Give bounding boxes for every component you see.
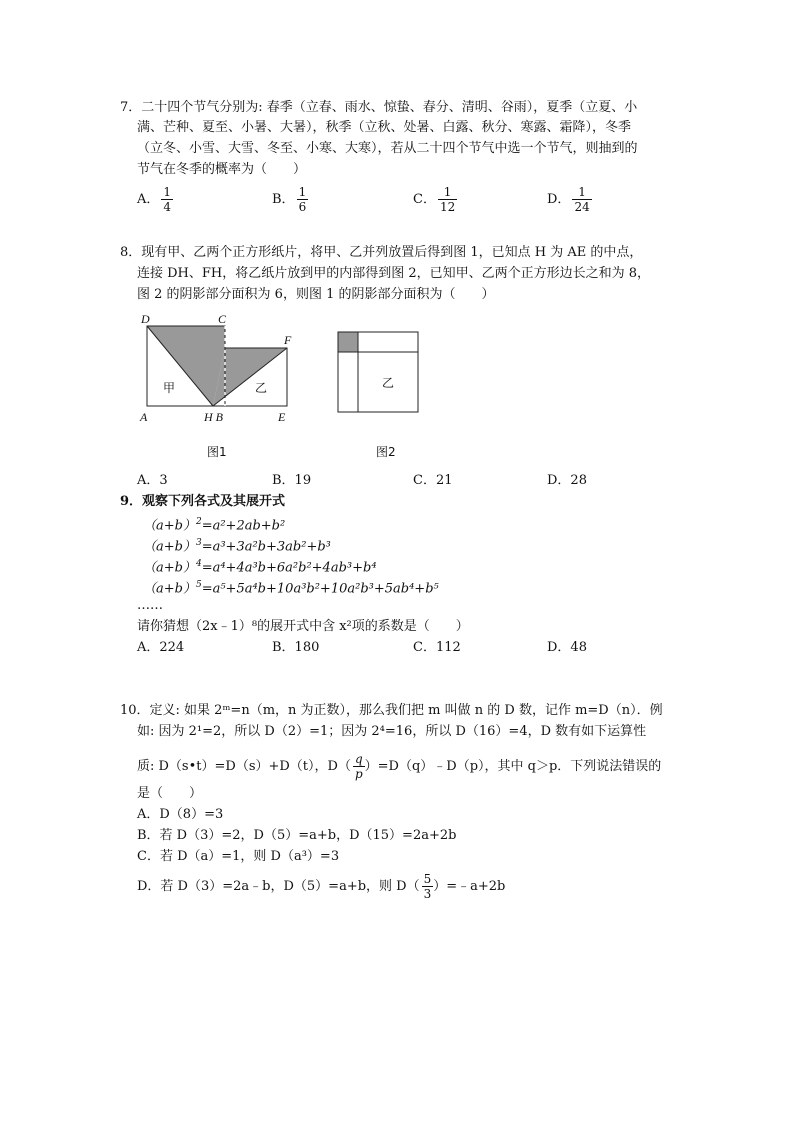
q9-option-d[interactable]: D．48 [547, 640, 587, 655]
q10-line3: 质: D（s•t）=D（s）+D（t），D（ $\frac{q}{p}$ ）=D（q）﹣D（p），其中 q＞p．下列说法错误的 [137, 752, 662, 781]
fig1-caption: 图1 [207, 445, 227, 459]
label-jia: 甲 [163, 381, 176, 395]
q9-option-c[interactable]: C．112 [413, 640, 461, 655]
label-d: D [141, 312, 150, 326]
fraction: $\frac{1}{24}$ [574, 185, 590, 214]
fraction-q-over-p: $\frac{q}{p}$ [354, 752, 363, 781]
q7-line1: 7．二十四个节气分别为: 春季（立春、雨水、惊蛰、春分、清明、谷雨），夏季（立夏、小 [120, 100, 638, 115]
q7-option-c[interactable]: C． $\frac{1}{12}$ [413, 185, 456, 214]
q8-line2: 连接 DH、FH，将乙纸片放到甲的内部得到图 2，已知甲、乙两个正方形边长之和为 8， [137, 266, 651, 281]
q10-option-b[interactable]: B．若 D（3）=2，D（5）=a+b，D（15）=2a+2b [137, 828, 457, 843]
fraction: $\frac{1}{6}$ [298, 185, 307, 214]
fig2-shaded-square [338, 332, 358, 352]
figure-1 [137, 310, 307, 460]
label-a: A [140, 410, 148, 424]
q10-line4: 是（ ） [137, 786, 203, 801]
q7-option-d[interactable]: D． $\frac{1}{24}$ [547, 185, 590, 214]
q8-line1: 8．现有甲、乙两个正方形纸片，将甲、乙并列放置后得到图 1，已知点 H 为 AE 的中点， [120, 245, 643, 260]
q7-option-b[interactable]: B． $\frac{1}{6}$ [272, 185, 307, 214]
label-e: E [278, 410, 286, 424]
q10-option-c[interactable]: C．若 D（a）=1，则 D（a³）=3 [137, 849, 340, 864]
fraction: $\frac{1}{12}$ [439, 185, 456, 214]
fig2-label-yi: 乙 [382, 376, 395, 390]
fraction-5-over-3: $\frac{5}{3}$ [423, 872, 432, 901]
q8-option-b[interactable]: B．19 [272, 473, 312, 488]
q9-eq4: $(a+b)^4=a^4+4a^3b+6a^2b^2+4ab^3+b^4$ [143, 559, 377, 576]
q9-title: 9．观察下列各式及其展开式 [120, 494, 286, 509]
q8-option-d[interactable]: D．28 [547, 473, 587, 488]
label-f: F [284, 333, 292, 347]
q9-eq2: $(a+b)^2=a^2+2ab+b^2$ [143, 517, 286, 534]
q7-line2: 满、芒种、夏至、小暑、大暑），秋季（立秋、处暑、白露、秋分、寒露、霜降），冬季 [137, 120, 632, 135]
q9-option-b[interactable]: B．180 [272, 640, 320, 655]
fig2-caption: 图2 [376, 445, 396, 459]
q9-dots: …… [137, 598, 163, 613]
fraction: $\frac{1}{4}$ [163, 185, 172, 214]
figure-2 [330, 325, 430, 460]
q10-option-a[interactable]: A．D（8）=3 [137, 807, 224, 822]
q7-line3: （立冬、小雪、大雪、冬至、小寒、大寒），若从二十四个节气中选一个节气，则抽到的 [137, 141, 638, 156]
q9-option-a[interactable]: A．224 [137, 640, 185, 655]
q9-eq5: $(a+b)^5=a^5+5a^4b+10a^3b^2+10a^2b^3+5ab^4+b^5$ [143, 580, 439, 597]
q7-option-a[interactable]: A． $\frac{1}{4}$ [137, 185, 172, 214]
q9-question: 请你猜想（2x﹣1）⁸的展开式中含 x²项的系数是（ ） [137, 619, 469, 634]
q8-option-a[interactable]: A．3 [137, 473, 168, 488]
q10-line2: 如: 因为 2¹=2，所以 D（2）=1；因为 2⁴=16，所以 D（16）=4，D 数有如下运算性 [137, 724, 647, 739]
fig1-shaded-triangle-left [147, 326, 225, 406]
q9-eq3: $(a+b)^3=a^3+3a^2b+3ab^2+b^3$ [143, 538, 331, 555]
q7-line4: 节气在冬季的概率为（ ） [137, 162, 307, 177]
label-c: C [218, 312, 227, 326]
q8-option-c[interactable]: C．21 [413, 473, 453, 488]
label-yi: 乙 [255, 381, 268, 395]
q10-line1: 10．定义: 如果 2ᵐ=n（m，n 为正数），那么我们把 m 叫做 n 的 D 数，记作 m=D（n）．例 [120, 703, 663, 718]
q10-option-d[interactable]: D．若 D（3）=2a﹣b，D（5）=a+b，则 D（ $\frac{5}{3}$ ）=﹣a+2b [137, 872, 506, 901]
label-hb: H B [204, 410, 223, 424]
q8-line3: 图 2 的阴影部分面积为 6，则图 1 的阴影部分面积为（ ） [137, 287, 495, 302]
